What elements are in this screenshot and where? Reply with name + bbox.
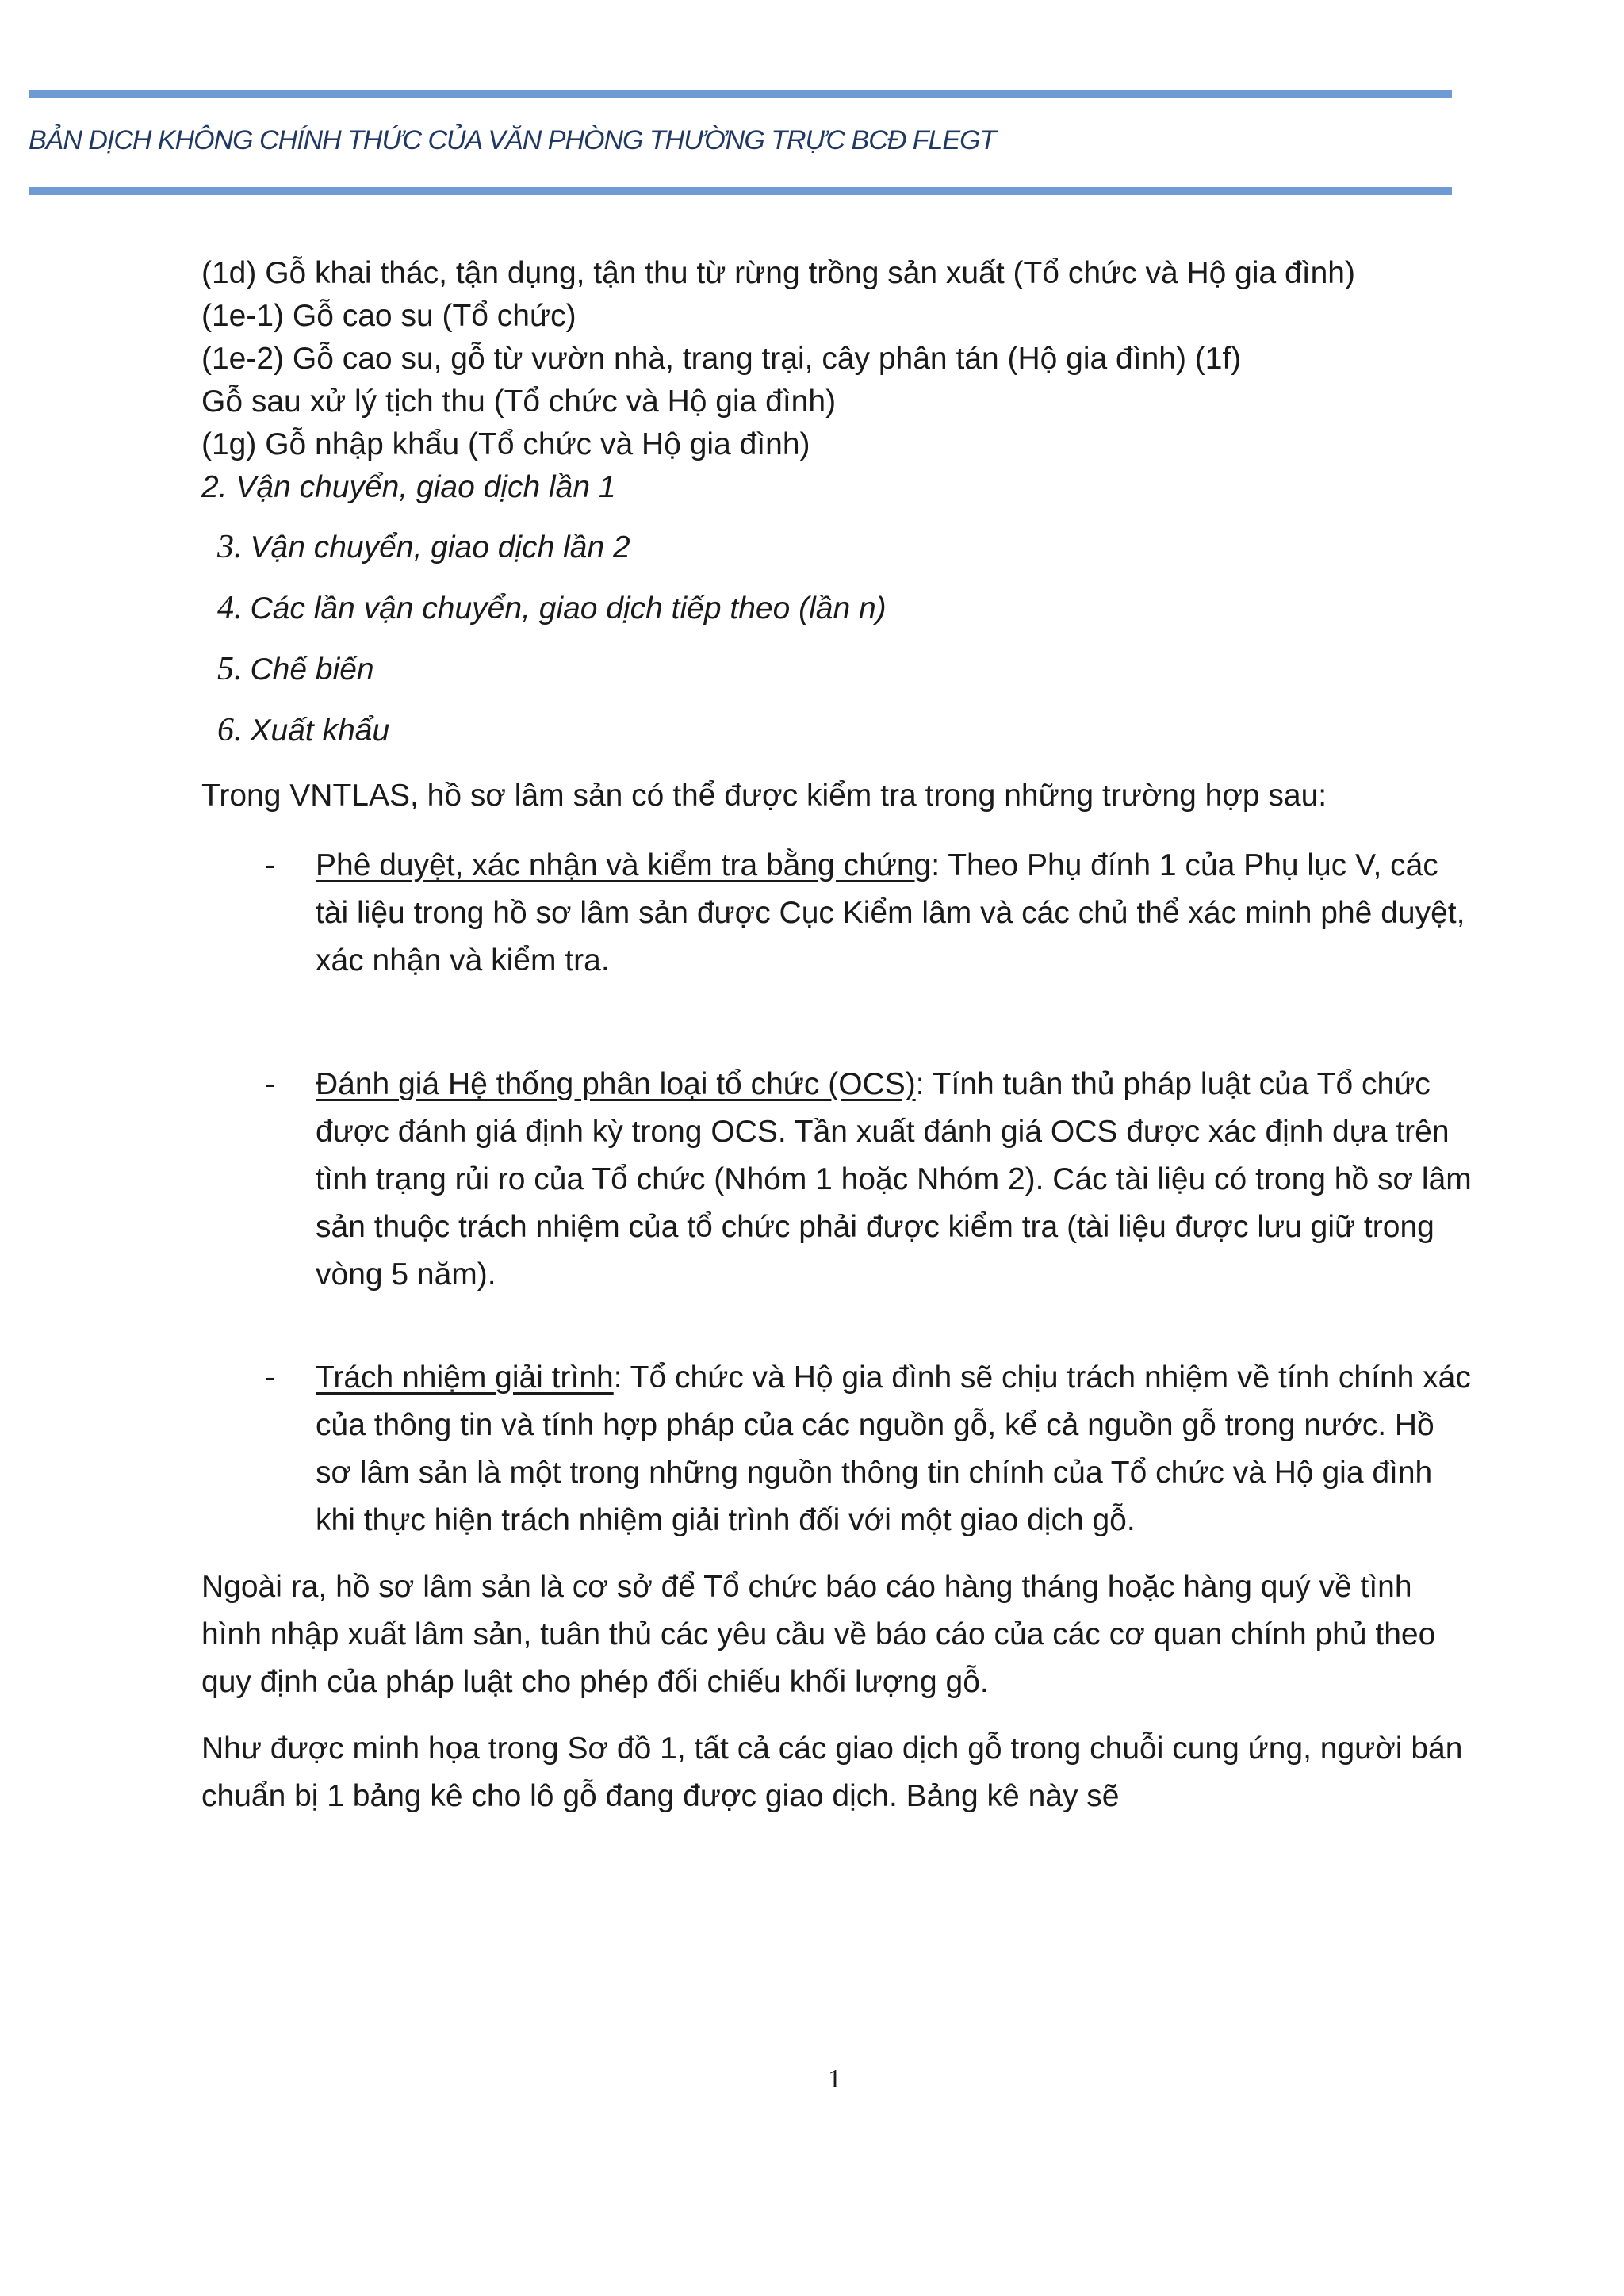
text-line: (1d) Gỗ khai thác, tận dụng, tận thu từ rừng trồng sản xuất (Tổ chức và Hộ gia đình) [201,256,1355,290]
body-paragraph: Ngoài ra, hồ sơ lâm sản là cơ sở để Tổ chức báo cáo hàng tháng hoặc hàng quý về tình hình nhập xuất lâm sản, tuân thủ các yêu cầu về báo cáo của các cơ quan chính phủ theo quy định của pháp luật cho phép đối chiếu khối lượng gỗ. [201,1570,1436,1699]
body-paragraph: Như được minh họa trong Sơ đồ 1, tất cả các giao dịch gỗ trong chuỗi cung ứng, người bán chuẩn bị 1 bảng kê cho lô gỗ đang được giao dịch. Bảng kê này sẽ [201,1732,1463,1813]
numbered-step [201,708,1473,753]
bullet-title: Phê duyệt, xác nhận và kiểm tra bằng chứng [316,848,932,882]
step-number: 5. [217,651,243,687]
step-number: 6. [217,712,243,748]
header-rule-bottom [29,187,1452,195]
text-line: (1e-2) Gỗ cao su, gỗ từ vườn nhà, trang trại, cây phân tán (Hộ gia đình) (1f) [201,342,1242,376]
bullet-text: : Tổ chức và Hộ gia đình sẽ chịu trách nhiệm về tính chính xác của thông tin và tính hợp pháp của các nguồn gỗ, kể cả nguồn gỗ trong nước. Hồ sơ lâm sản là một trong những nguồn thông tin chính của Tổ chức và Hộ gia đình khi thực hiện trách nhiệm giải trình đối với một giao dịch gỗ. [316,1360,1471,1537]
bullet-title: Đánh giá Hệ thống phân loại tổ chức (OCS) [316,1067,916,1101]
text-line: (1g) Gỗ nhập khẩu (Tổ chức và Hộ gia đình) [201,427,810,461]
numbered-step [201,586,1473,631]
bullet-text: : Tính tuân thủ pháp luật của Tổ chức được đánh giá định kỳ trong OCS. Tần xuất đánh giá OCS được xác định dựa trên tình trạng rủi ro của Tổ chức (Nhóm 1 hoặc Nhóm 2). Các tài liệu có trong hồ sơ lâm sản thuộc trách nhiệm của tổ chức phải được kiểm tra (tài liệu được lưu giữ trong vòng 5 năm). [316,1067,1472,1292]
step-text: Vận chuyển, giao dịch lần 2 [250,530,630,564]
step-text: Chế biến [250,652,374,687]
document-header: BẢN DỊCH KHÔNG CHÍNH THỨC CỦA VĂN PHÒNG THƯỜNG TRỰC BCĐ FLEGT [29,125,996,155]
text-line: Gỗ sau xử lý tịch thu (Tổ chức và Hộ gia đình) [201,385,837,419]
document-body [201,252,1473,1820]
step-text: Xuất khẩu [250,714,390,748]
bullet-dash: - [265,1067,275,1101]
numbered-step [201,647,1473,692]
bullet-item [201,1354,1473,1544]
bullet-dash: - [265,848,275,882]
bullet-dash: - [265,1360,275,1395]
bullet-title: Trách nhiệm giải trình [316,1360,614,1395]
bullet-text: : Theo Phụ đính 1 của Phụ lục V, các tài liệu trong hồ sơ lâm sản được Cục Kiểm lâm và các chủ thể xác minh phê duyệt, xác nhận và kiểm tra. [316,848,1465,978]
text-line: 2. Vận chuyển, giao dịch lần 1 [201,470,616,504]
step-text: Các lần vận chuyển, giao dịch tiếp theo (lần n) [250,591,887,626]
header-rule-top [29,90,1452,98]
text-line: (1e-1) Gỗ cao su (Tổ chức) [201,299,576,333]
page-number: 1 [828,2064,841,2094]
intro-paragraph: Trong VNTLAS, hồ sơ lâm sản có thể được kiểm tra trong những trường hợp sau: [201,779,1327,813]
step-number: 4. [217,590,243,626]
numbered-step [201,525,1473,570]
bullet-item [201,842,1473,985]
bullet-item [201,1061,1473,1299]
step-number: 3. [217,529,243,565]
